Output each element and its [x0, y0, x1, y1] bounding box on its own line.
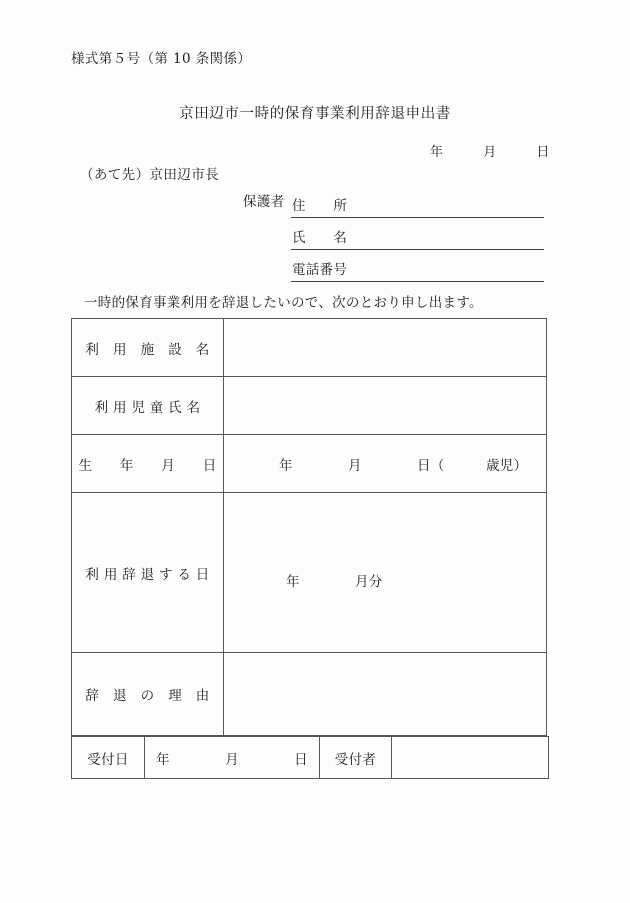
value-birthdate-text: 年 月 日（ 歳児）: [279, 457, 528, 474]
receipt-table: [71, 736, 549, 779]
label-facility-name: [72, 319, 224, 377]
declaration-statement: 一時的保育事業利用を辞退したいので、次のとおり申し出ます。: [84, 295, 483, 311]
label-withdrawal-date-text: 利 用 辞 退 す る 日: [85, 566, 210, 583]
label-receipt-date: 受付日: [72, 737, 145, 779]
page-title: 京田辺市一時的保育事業利用辞退申出書: [179, 106, 451, 122]
submission-date-line[interactable]: 年 月 日: [430, 145, 550, 160]
label-withdrawal-date: [72, 493, 224, 653]
table-row-facility-name: [72, 319, 547, 377]
guardian-phone-label: 電話番号: [292, 262, 348, 278]
value-withdrawal-date-text: 年 月分: [286, 574, 383, 590]
value-birthdate[interactable]: [224, 435, 547, 493]
value-facility-name[interactable]: [224, 319, 547, 377]
guardian-address-label: 住 所: [292, 198, 348, 214]
guardian-block-title: 保護者: [243, 194, 285, 210]
guardian-address-field[interactable]: [291, 188, 544, 218]
guardian-phone-field[interactable]: [291, 252, 544, 282]
guardian-name-field[interactable]: [291, 220, 544, 250]
guardian-fields: [291, 188, 544, 282]
table-row-receipt: [72, 737, 549, 779]
table-row-child-name: [72, 377, 547, 435]
label-withdrawal-reason: [72, 653, 224, 736]
value-withdrawal-date[interactable]: [224, 493, 547, 653]
label-child-name: [72, 377, 224, 435]
addressee-line: （あて先）京田辺市長: [80, 167, 219, 183]
label-facility-name-text: 利 用 施 設 名: [85, 341, 210, 358]
label-child-name-text: 利 用 児 童 氏 名: [94, 399, 201, 416]
label-receipt-officer: 受付者: [320, 737, 392, 779]
value-receipt-date[interactable]: 年 月 日: [145, 737, 320, 779]
table-row-withdrawal-reason: [72, 653, 547, 736]
label-birthdate-text: 生 年 月 日: [78, 457, 217, 474]
form-number: 様式第５号（第 10 条関係）: [71, 51, 252, 67]
value-child-name[interactable]: [224, 377, 547, 435]
label-birthdate: [72, 435, 224, 493]
application-details-table: [71, 318, 547, 736]
table-row-birthdate: [72, 435, 547, 493]
value-withdrawal-reason[interactable]: [224, 653, 547, 736]
label-withdrawal-reason-text: 辞 退 の 理 由: [85, 688, 210, 704]
table-row-withdrawal-date: [72, 493, 547, 653]
value-receipt-officer[interactable]: [392, 737, 549, 779]
guardian-name-label: 氏 名: [292, 230, 348, 246]
